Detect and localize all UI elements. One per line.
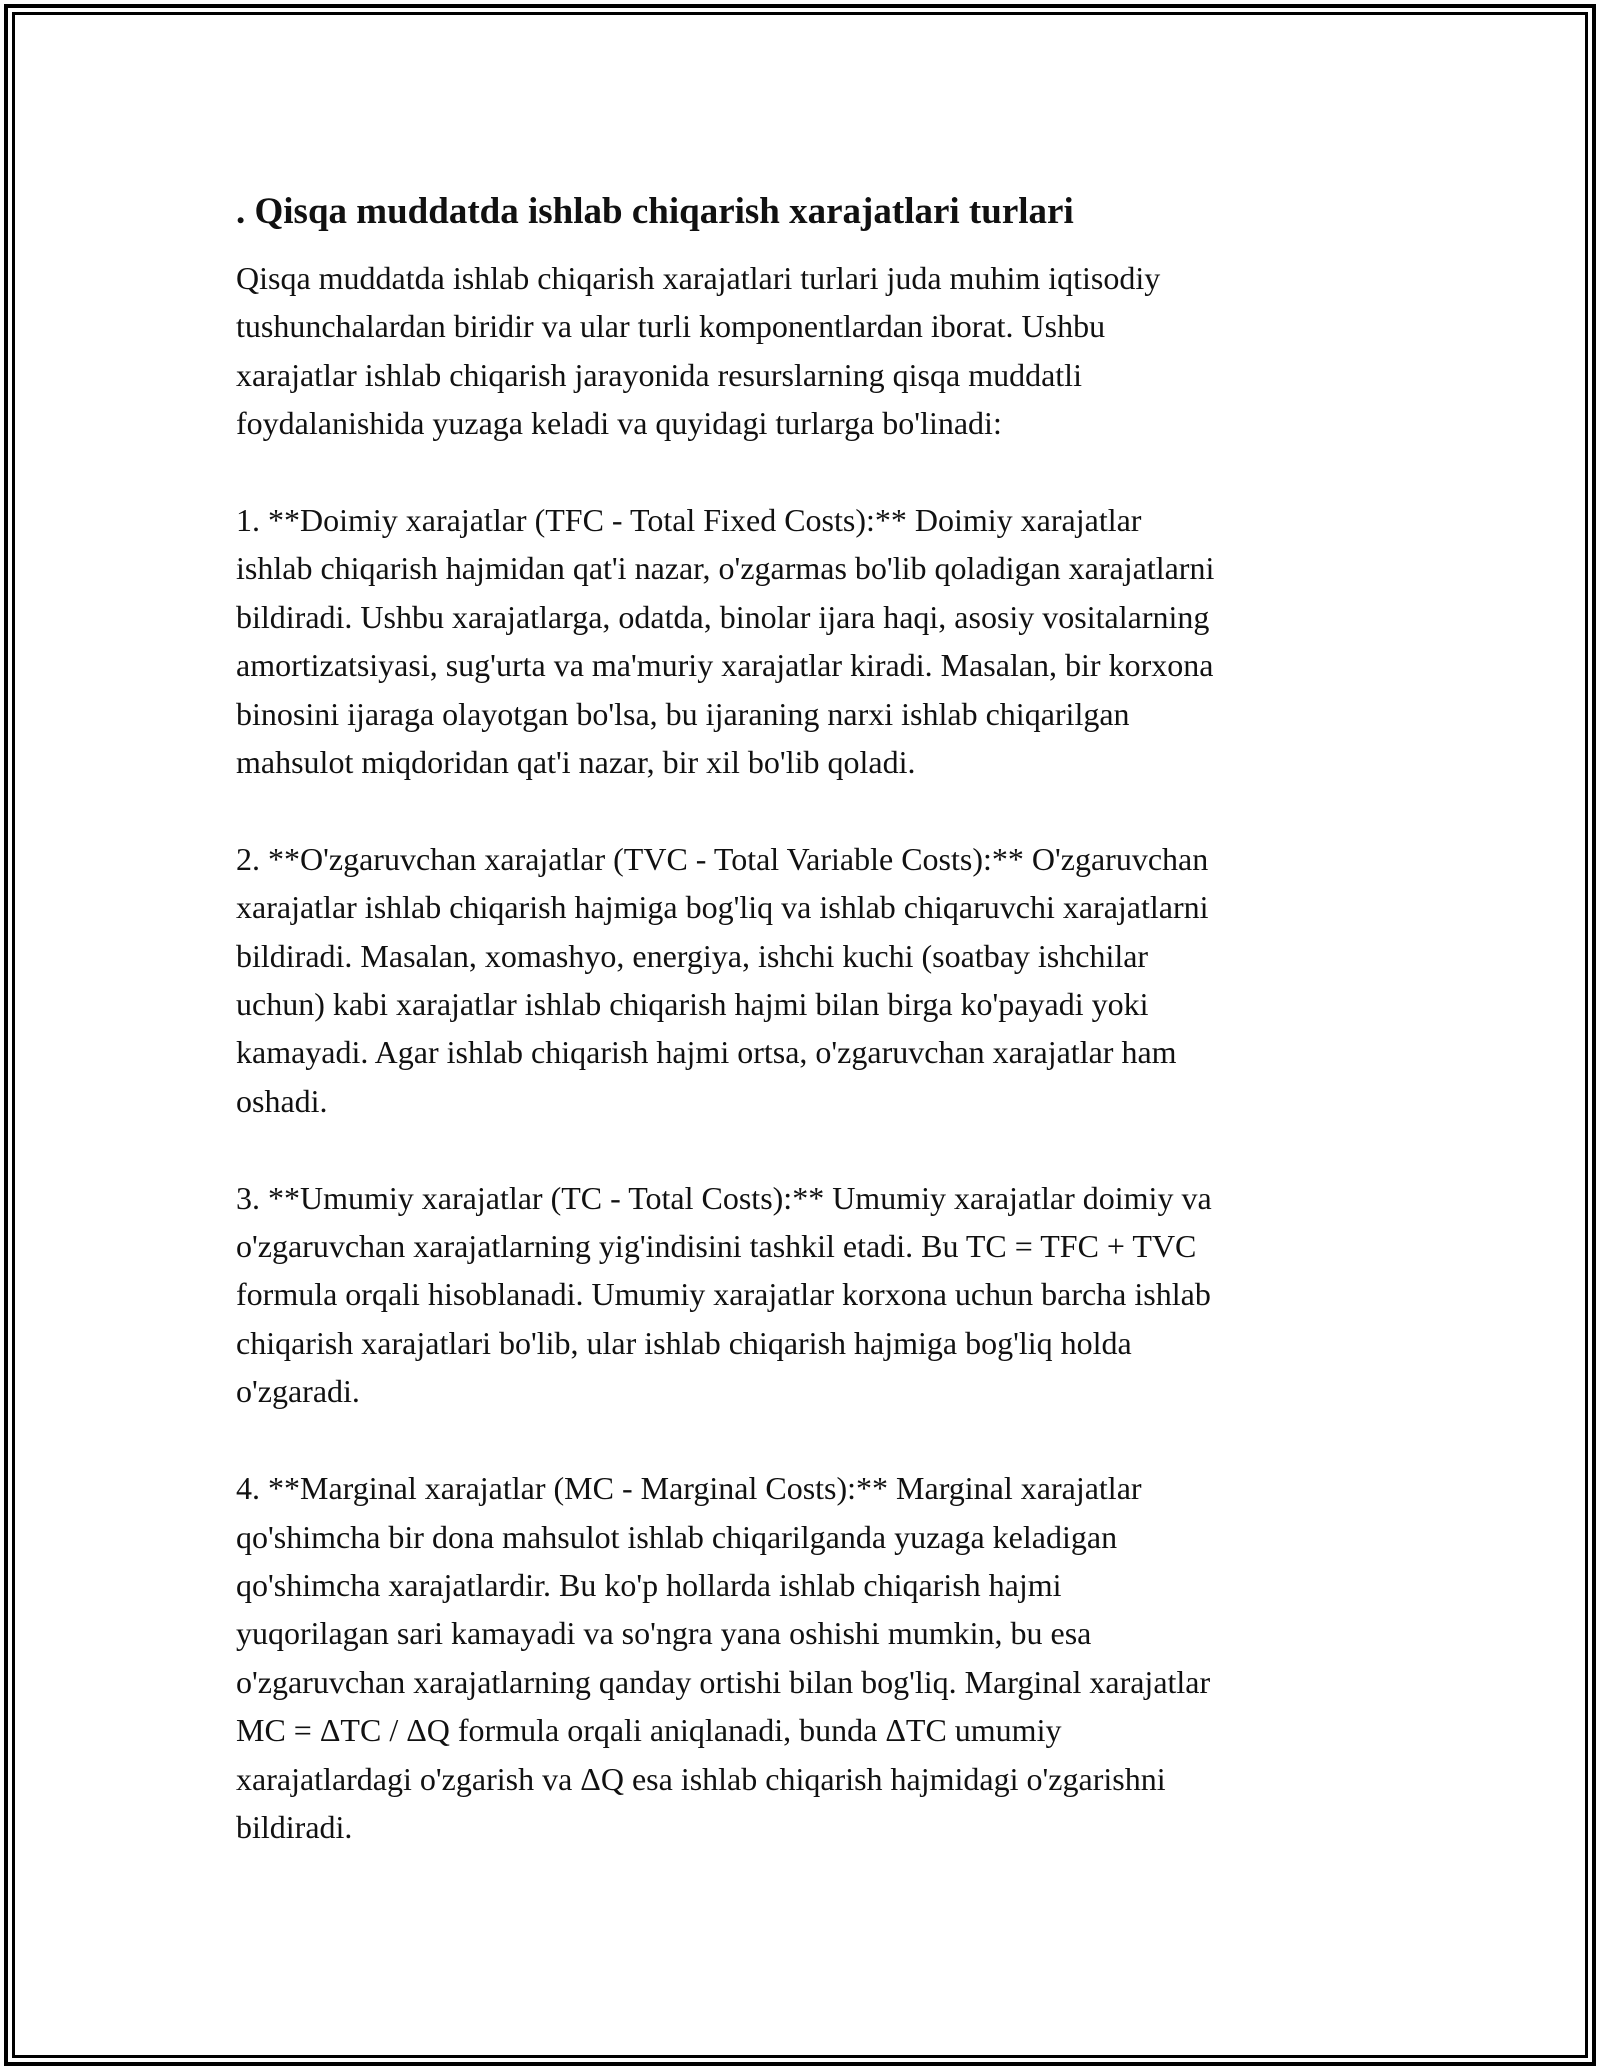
text-line: oshadi.	[236, 1082, 328, 1119]
text-line: xarajatlardagi o'zgarish va ΔQ esa ishlab chiqarish hajmidagi o'zgarishni	[236, 1760, 1166, 1797]
paragraph	[236, 254, 1386, 448]
text-line: mahsulot miqdoridan qat'i nazar, bir xil bo'lib qoladi.	[236, 744, 916, 781]
text-line: kamayadi. Agar ishlab chiqarish hajmi ortsa, o'zgaruvchan xarajatlar ham	[236, 1034, 1177, 1071]
paragraph-list	[236, 254, 1386, 1851]
text-line: qo'shimcha xarajatlardir. Bu ko'p hollarda ishlab chiqarish hajmi	[236, 1566, 1062, 1603]
paragraph	[236, 1174, 1386, 1416]
text-line: amortizatsiyasi, sug'urta va ma'muriy xarajatlar kiradi. Masalan, bir korxona	[236, 647, 1214, 684]
text-line: 1. **Doimiy xarajatlar (TFC - Total Fixed Costs):** Doimiy xarajatlar	[236, 502, 1142, 539]
text-line: binosini ijaraga olayotgan bo'lsa, bu ijaraning narxi ishlab chiqarilgan	[236, 695, 1130, 732]
text-line: xarajatlar ishlab chiqarish jarayonida resurslarning qisqa muddatli	[236, 356, 1082, 393]
text-line: xarajatlar ishlab chiqarish hajmiga bog'liq va ishlab chiqaruvchi xarajatlarni	[236, 889, 1209, 926]
text-line: 3. **Umumiy xarajatlar (TC - Total Costs):** Umumiy xarajatlar doimiy va	[236, 1179, 1212, 1216]
text-line: qo'shimcha bir dona mahsulot ishlab chiqarilganda yuzaga keladigan	[236, 1518, 1118, 1555]
text-line: MC = ΔTC / ΔQ formula orqali aniqlanadi, bunda ΔTC umumiy	[236, 1712, 1062, 1749]
text-line: chiqarish xarajatlari bo'lib, ular ishlab chiqarish hajmiga bog'liq holda	[236, 1324, 1132, 1361]
text-line: o'zgaradi.	[236, 1373, 360, 1410]
text-line: o'zgaruvchan xarajatlarning yig'indisini tashkil etadi. Bu TC = TFC + TVC	[236, 1228, 1197, 1265]
text-line: formula orqali hisoblanadi. Umumiy xarajatlar korxona uchun barcha ishlab	[236, 1276, 1211, 1313]
document-title: . Qisqa muddatda ishlab chiqarish xarajatlari turlari	[236, 191, 1074, 232]
text-line: 2. **O'zgaruvchan xarajatlar (TVC - Total Variable Costs):** O'zgaruvchan	[236, 840, 1209, 877]
paragraph	[236, 496, 1386, 786]
paragraph	[236, 835, 1386, 1125]
text-line: 4. **Marginal xarajatlar (MC - Marginal Costs):** Marginal xarajatlar	[236, 1470, 1142, 1507]
text-line: o'zgaruvchan xarajatlarning qanday ortishi bilan bog'liq. Marginal xarajatlar	[236, 1663, 1211, 1700]
text-line: bildiradi. Masalan, xomashyo, energiya, ishchi kuchi (soatbay ishchilar	[236, 937, 1149, 974]
text-line: bildiradi.	[236, 1808, 353, 1845]
document-body	[236, 186, 1386, 1851]
text-line: yuqorilagan sari kamayadi va so'ngra yana oshishi mumkin, bu esa	[236, 1615, 1092, 1652]
text-line: uchun) kabi xarajatlar ishlab chiqarish hajmi bilan birga ko'payadi yoki	[236, 986, 1149, 1023]
text-line: bildiradi. Ushbu xarajatlarga, odatda, binolar ijara haqi, asosiy vositalarning	[236, 598, 1210, 635]
paragraph	[236, 1464, 1386, 1851]
text-line: foydalanishida yuzaga keladi va quyidagi turlarga bo'linadi:	[236, 405, 1002, 442]
text-line: ishlab chiqarish hajmidan qat'i nazar, o'zgarmas bo'lib qoladigan xarajatlarni	[236, 550, 1215, 587]
text-line: tushunchalardan biridir va ular turli komponentlardan iborat. Ushbu	[236, 308, 1106, 345]
text-line: Qisqa muddatda ishlab chiqarish xarajatlari turlari juda muhim iqtisodiy	[236, 260, 1161, 296]
